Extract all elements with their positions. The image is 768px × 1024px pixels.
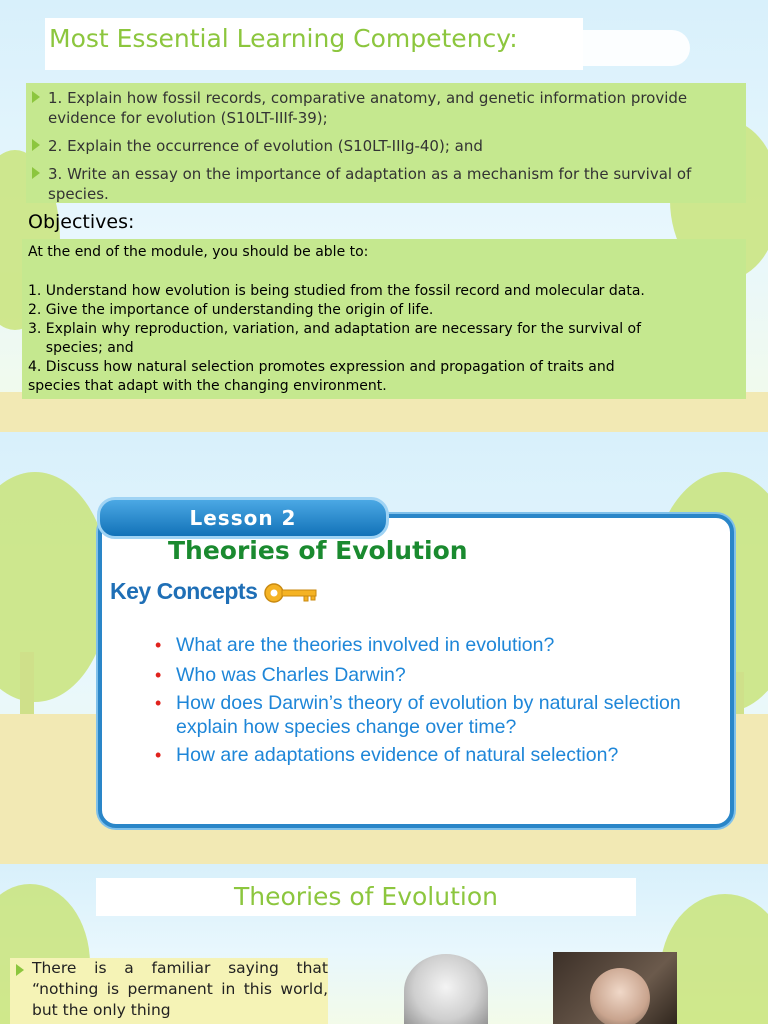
bullet-arrow-icon bbox=[16, 964, 24, 976]
intro-paragraph-box bbox=[10, 958, 328, 1024]
objectives-line: 2. Give the importance of understanding the origin of life. bbox=[28, 302, 434, 318]
competency-text: 1. Explain how fossil records, comparative anatomy, and genetic information provide evidence for evolution (S10LT-IIIf-39); bbox=[48, 89, 688, 127]
objectives-line: species; and bbox=[28, 340, 134, 356]
competency-list bbox=[26, 83, 746, 203]
objectives-line: species that adapt with the changing environment. bbox=[28, 378, 387, 394]
slide-competency bbox=[0, 0, 768, 432]
bullet-dot-icon: • bbox=[155, 693, 162, 713]
tree-trunk-decoration bbox=[20, 652, 34, 722]
concept-bullet bbox=[155, 633, 696, 657]
concept-text: How does Darwin’s theory of evolution by natural selection explain how species change over time? bbox=[176, 692, 681, 738]
concept-bullet bbox=[155, 743, 696, 767]
objectives-line: At the end of the module, you should be able to: bbox=[28, 244, 369, 260]
page-title: Most Essential Learning Competency: bbox=[49, 24, 518, 53]
key-concepts-heading: Key Concepts bbox=[110, 578, 258, 604]
objectives-line: 4. Discuss how natural selection promotes expression and propagation of traits and bbox=[28, 359, 615, 375]
competency-text: 3. Write an essay on the importance of adaptation as a mechanism for the survival of species. bbox=[48, 165, 692, 203]
lesson-tab: Lesson 2 bbox=[97, 497, 389, 539]
concept-bullet bbox=[155, 663, 696, 687]
bullet-dot-icon: • bbox=[155, 635, 162, 655]
competency-text: 2. Explain the occurrence of evolution (S10LT-IIIg-40); and bbox=[48, 137, 483, 155]
objectives-box bbox=[22, 239, 746, 399]
tree-decoration bbox=[0, 472, 110, 702]
key-icon bbox=[264, 582, 318, 604]
concept-text: How are adaptations evidence of natural selection? bbox=[176, 744, 619, 766]
objectives-line: 3. Explain why reproduction, variation, and adaptation are necessary for the survival of bbox=[28, 321, 642, 337]
concept-text: Who was Charles Darwin? bbox=[176, 664, 406, 686]
bullet-arrow-icon bbox=[32, 167, 40, 179]
objectives-heading: Objectives: bbox=[28, 211, 135, 233]
concept-text: What are the theories involved in evolution? bbox=[176, 634, 555, 656]
bullet-dot-icon: • bbox=[155, 745, 162, 765]
bullet-arrow-icon bbox=[32, 91, 40, 103]
intro-paragraph: There is a familiar saying that “nothing is permanent in this world, but the only thing bbox=[32, 959, 328, 1019]
title-box bbox=[45, 18, 583, 70]
objectives-line: 1. Understand how evolution is being studied from the fossil record and molecular data. bbox=[28, 283, 645, 299]
slide-lesson bbox=[0, 432, 768, 864]
slide-theories bbox=[0, 864, 768, 1024]
title-box bbox=[96, 878, 636, 916]
bullet-dot-icon: • bbox=[155, 665, 162, 685]
section-title: Theories of Evolution bbox=[234, 882, 498, 911]
portrait-face bbox=[590, 968, 650, 1024]
lesson-title: Theories of Evolution bbox=[168, 536, 468, 565]
portrait-image bbox=[404, 954, 488, 1024]
bullet-arrow-icon bbox=[32, 139, 40, 151]
concept-bullet bbox=[155, 691, 696, 739]
